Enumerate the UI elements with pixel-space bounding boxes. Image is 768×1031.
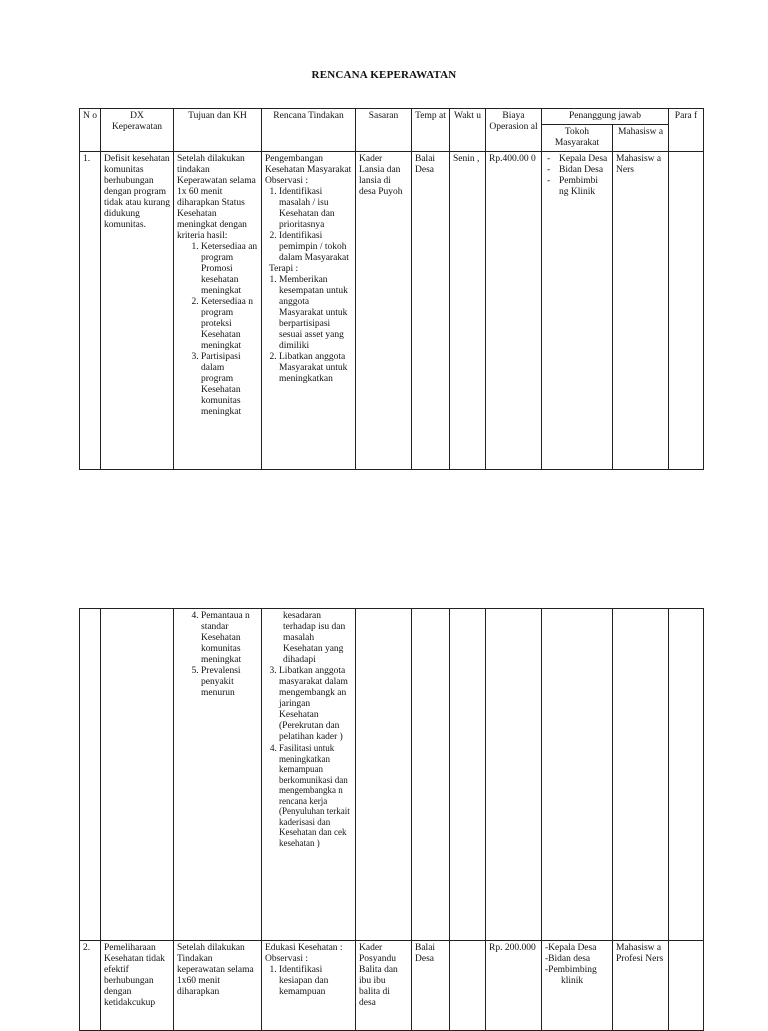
row2-paraf: [669, 941, 704, 1031]
row1c-rencana: [262, 609, 356, 941]
list-item: 1. Identifikasi masalah / isu Kesehatan dan prioritasnya: [279, 187, 352, 231]
page-title: RENCANA KEPERAWATAN: [311, 69, 457, 81]
row1c-tempat: [412, 609, 450, 941]
row1c-rencana-lead: kesadaran terhadap isu dan masalah Kesehatan yang dihadapi: [283, 611, 346, 665]
table-row: [80, 609, 704, 941]
list-item: 1. Identifikasi kesiapan dan kemampuan: [279, 965, 352, 998]
row2-dx: Pemeliharaan Kesehatan tidak efektif berhubungan dengan ketidakcukup: [101, 941, 174, 1031]
row1-dx: Defisit kesehatan komunitas berhubungan dengan program tidak atau kurang didukung komunitas.: [101, 152, 174, 470]
header-tokoh: Tokoh Masyarakat: [542, 125, 613, 152]
header-rencana: Rencana Tindakan: [262, 109, 356, 152]
row1c-sasaran: [356, 609, 412, 941]
care-plan-table-continued: [79, 608, 704, 1031]
row1c-tujuan-list: [177, 611, 258, 699]
row2-tempat: Balai Desa: [412, 941, 450, 1031]
list-item: 3. Libatkan anggota masyarakat dalam mengembangk an jaringan Kesehatan (Perekrutan dan pelatihan kader ): [279, 666, 352, 743]
row2-rencana: [262, 941, 356, 1031]
header-waktu: Wakt u: [450, 109, 486, 152]
row2-observasi-list: [265, 965, 352, 998]
row1c-no: [80, 609, 101, 941]
row1-sasaran: Kader Lansia dan lansia di desa Puyoh: [356, 152, 412, 470]
header-mahasiswa: Mahasisw a: [613, 125, 669, 152]
row1c-biaya: [486, 609, 542, 941]
row1c-paraf: [669, 609, 704, 941]
list-item: - Kepala Desa: [559, 154, 609, 165]
row1-tujuan-list: [177, 242, 258, 418]
list-item: 3. Partisipasi dalam program Kesehatan komunitas meningkat: [201, 352, 258, 418]
list-item: 2. Libatkan anggota Masyarakat untuk meningkatkan: [279, 352, 352, 385]
header-tujuan: Tujuan dan KH: [174, 109, 262, 152]
row1-tokoh-list: [545, 154, 609, 198]
list-item: 2. Identifikasi pemimpin / tokoh dalam Masyarakat: [279, 231, 352, 264]
row2-sasaran: Kader Posyandu Balita dan ibu ibu balita di desa: [356, 941, 412, 1031]
row2-tokoh-line: klinik: [561, 976, 584, 986]
list-item: 4. Pemantaua n standar Kesehatan komunitas meningkat: [201, 611, 258, 666]
row1-mahasiswa: Mahasisw a Ners: [613, 152, 669, 470]
header-sasaran: Sasaran: [356, 109, 412, 152]
row1c-dx: [101, 609, 174, 941]
table-row: [80, 941, 704, 1031]
row1-terapi-label: Terapi :: [269, 264, 299, 274]
row2-tokoh: [542, 941, 613, 1031]
list-item: - Pembimbi ng Klinik: [559, 176, 609, 198]
header-paraf: Para f: [669, 109, 704, 152]
row1c-rencana-list: [265, 666, 352, 848]
row1c-tujuan: [174, 609, 262, 941]
header-tempat: Temp at: [412, 109, 450, 152]
row2-tokoh-line: -Pembimbing: [545, 965, 597, 975]
table-row: [80, 152, 704, 470]
row2-tokoh-line: -Bidan desa: [545, 954, 591, 964]
row1-tokoh: [542, 152, 613, 470]
row1-tempat: Balai Desa: [412, 152, 450, 470]
row1-waktu: Senin ,: [450, 152, 486, 470]
row1c-waktu: [450, 609, 486, 941]
list-item: 2. Ketersediaa n program proteksi Kesehatan meningkat: [201, 297, 258, 352]
row1-paraf: [669, 152, 704, 470]
row1-biaya: Rp.400.00 0: [486, 152, 542, 470]
row2-mahasiswa: Mahasisw a Profesi Ners: [613, 941, 669, 1031]
care-plan-table: [79, 108, 704, 470]
row1-tujuan-intro: Setelah dilakukan tindakan Keperawatan selama 1x 60 menit diharapkan Status Kesehatan meningkat dengan kriteria hasil:: [177, 154, 256, 241]
header-dx: DX Keperawatan: [101, 109, 174, 152]
list-item: 5. Prevalensi penyakit menurun: [201, 666, 258, 699]
header-biaya: Biaya Operasion al: [486, 109, 542, 152]
row1c-mahasiswa: [613, 609, 669, 941]
row1-observasi-label: Observasi :: [265, 176, 309, 186]
row2-observasi-label: Observasi :: [265, 954, 309, 964]
row1-observasi-list: [265, 187, 352, 264]
list-item: 1. Memberikan kesempatan untuk anggota Masyarakat untuk berpartisipasi sesuai asset yang dimiliki: [279, 275, 352, 352]
header-row: [80, 109, 704, 125]
row2-rencana-intro: Edukasi Kesehatan :: [265, 943, 343, 953]
list-item: - Bidan Desa: [559, 165, 609, 176]
row2-no: 2.: [80, 941, 101, 1031]
row1-no: 1.: [80, 152, 101, 470]
row2-waktu: [450, 941, 486, 1031]
list-item: 1. Ketersediaa an program Promosi kesehatan meningkat: [201, 242, 258, 297]
row2-tujuan: Setelah dilakukan Tindakan keperawatan selama 1x60 menit diharapkan: [174, 941, 262, 1031]
row1-rencana-intro: Pengembangan Kesehatan Masyarakat: [265, 154, 352, 175]
row1-terapi-list: [265, 275, 352, 385]
header-no: N o: [80, 109, 101, 152]
header-penanggung-jawab: Penanggung jawab: [542, 109, 669, 125]
row2-tokoh-line: -Kepala Desa: [545, 943, 597, 953]
row1c-tokoh: [542, 609, 613, 941]
row2-biaya: Rp. 200.000: [486, 941, 542, 1031]
row1-tujuan: [174, 152, 262, 470]
list-item: 4. Fasilitasi untuk meningkatkan kemampuan berkomunikasi dan mengembangka n rencana kerja (Penyuluhan terkait kaderisasi dan Kesehatan dan cek kesehatan ): [279, 743, 352, 848]
row1-rencana: [262, 152, 356, 470]
